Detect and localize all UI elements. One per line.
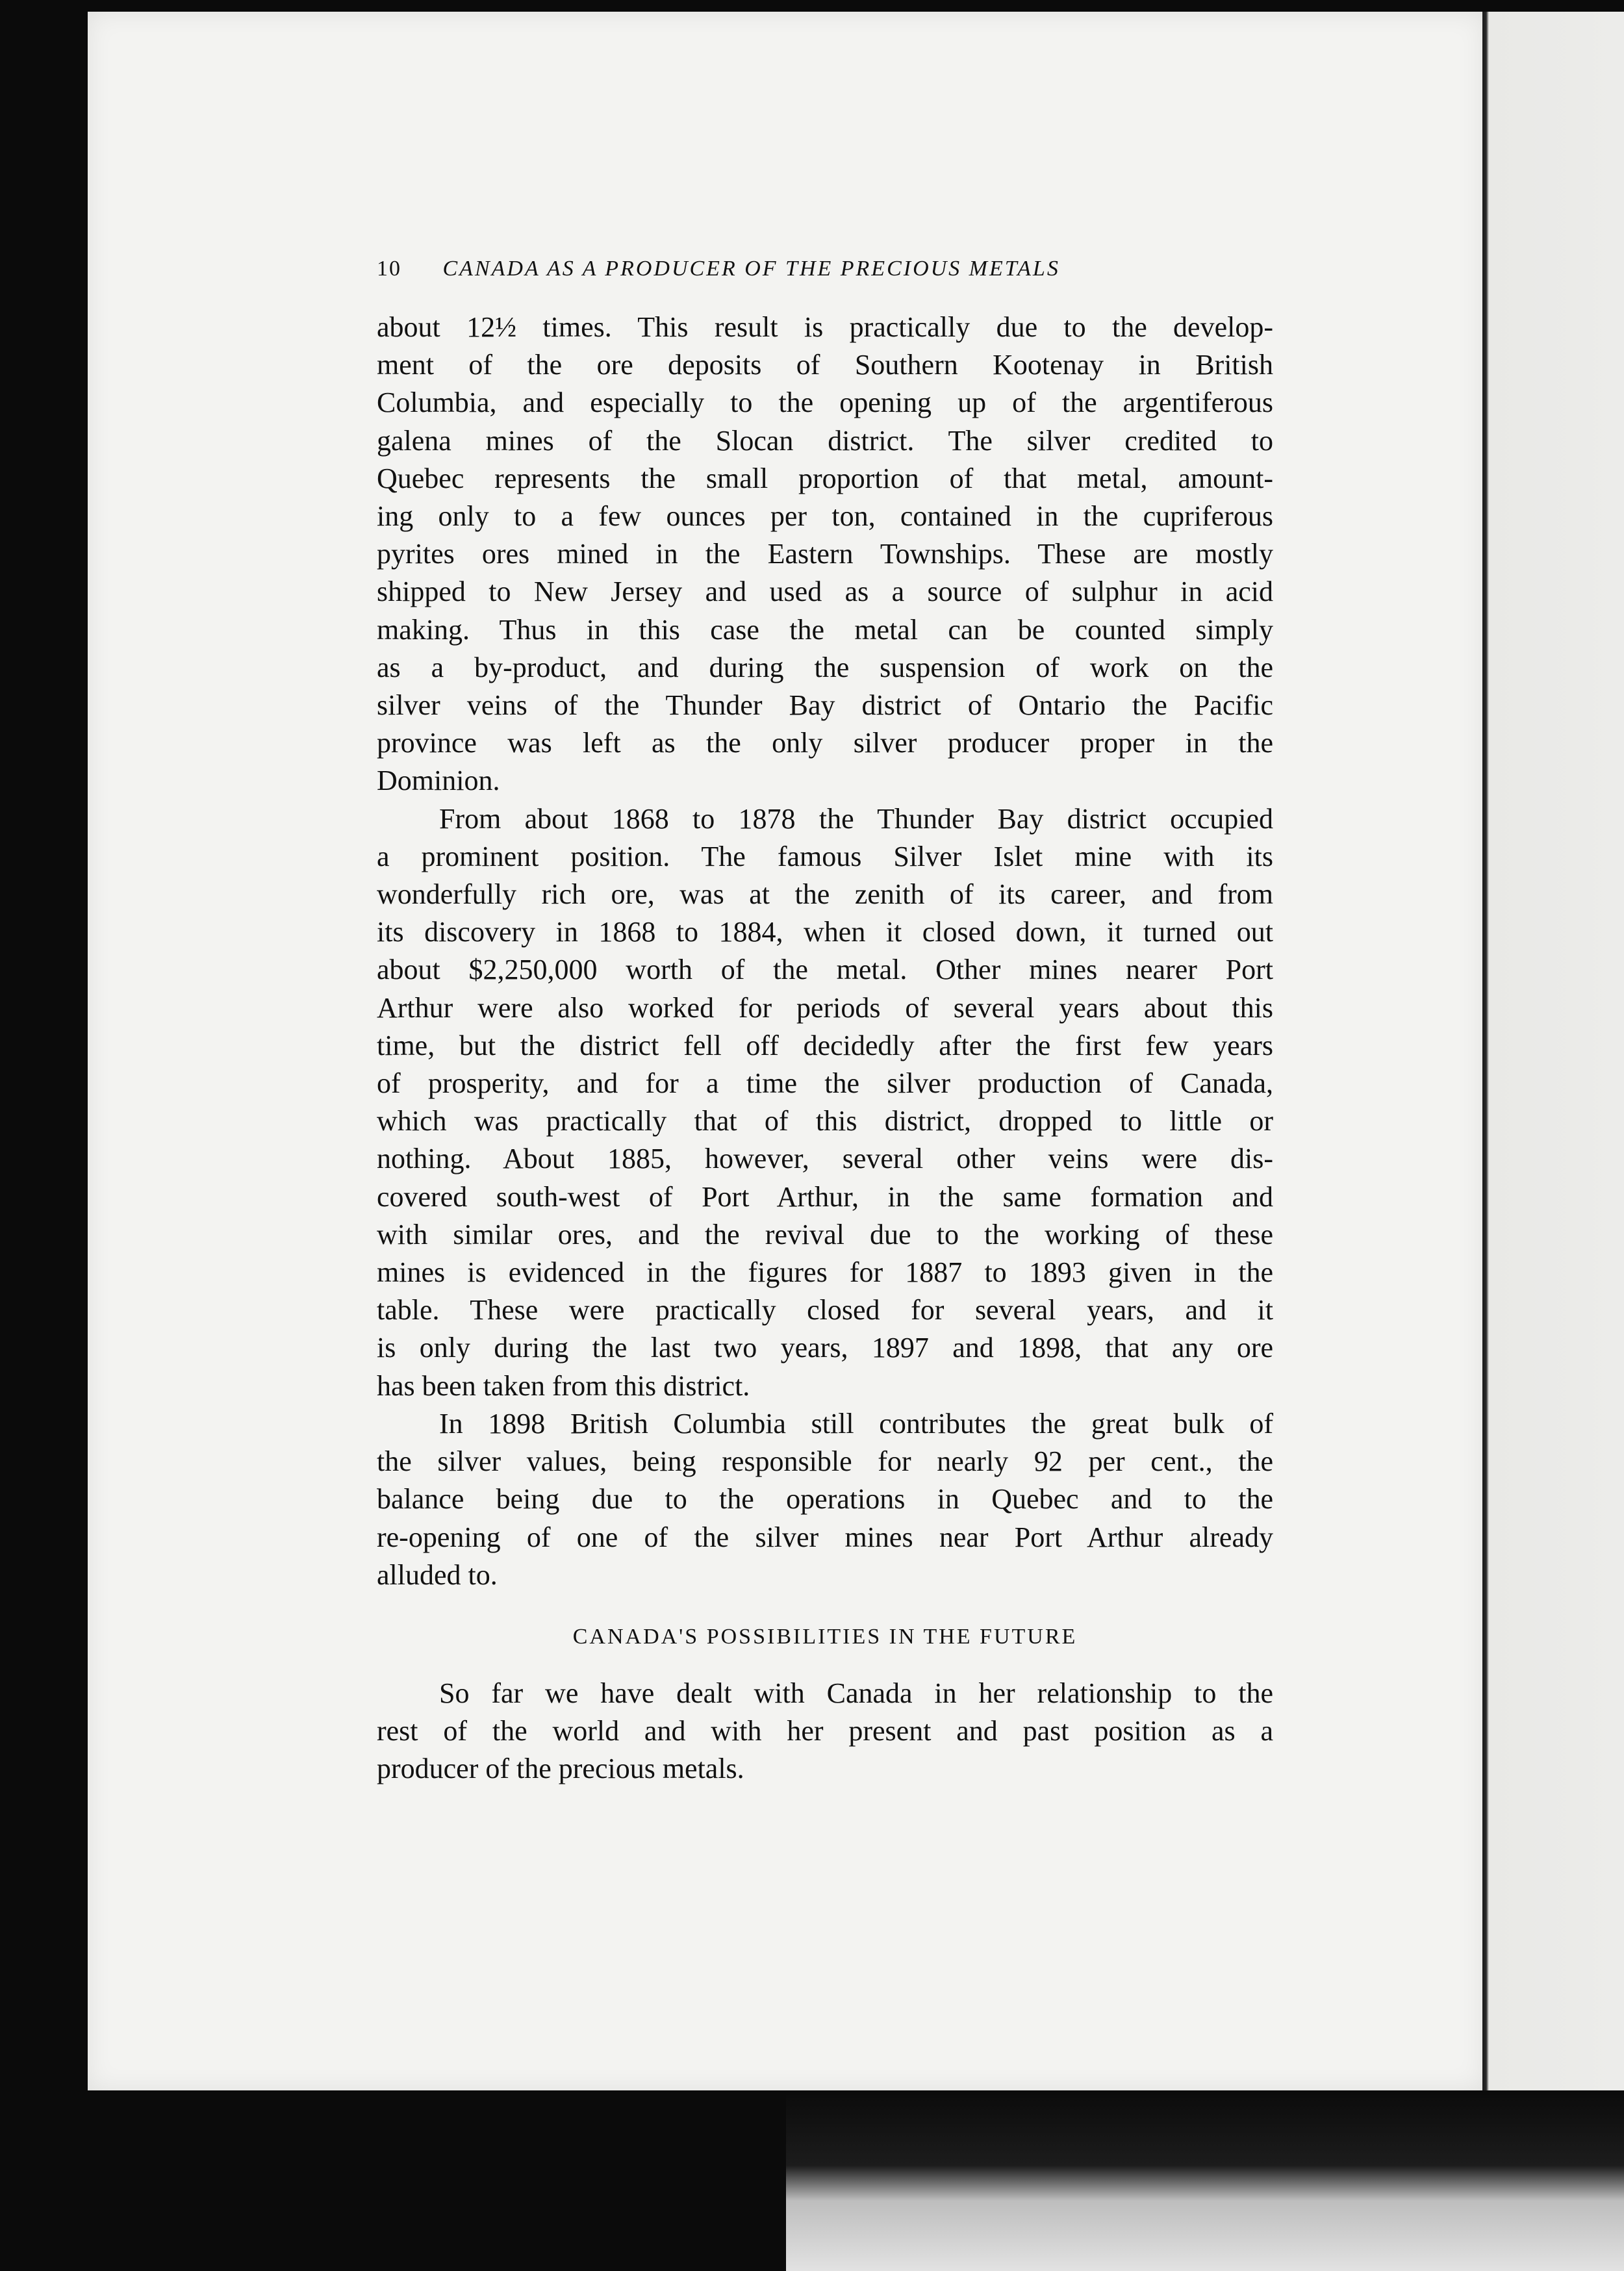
text-line: ment of the ore deposits of Southern Kootenay in British	[377, 349, 1273, 381]
paragraph-3	[377, 1405, 1273, 1594]
text-line: the silver values, being responsible for nearly 92 per cent., the	[377, 1445, 1273, 1478]
scan-border	[786, 2095, 1624, 2271]
text-line: producer of the precious metals.	[377, 1753, 744, 1785]
text-line: province was left as the only silver producer proper in the	[377, 727, 1273, 759]
text-line: is only during the last two years, 1897 and 1898, that any ore	[377, 1332, 1273, 1364]
text-line: shipped to New Jersey and used as a source of sulphur in acid	[377, 576, 1273, 608]
running-head	[377, 257, 1286, 281]
text-line: about $2,250,000 worth of the metal. Other mines nearer Port	[377, 954, 1273, 986]
text-line: rest of the world and with her present and past position as a	[377, 1715, 1273, 1747]
text-line: re-opening of one of the silver mines near Port Arthur already	[377, 1521, 1273, 1553]
text-line: mines is evidenced in the figures for 1887 to 1893 given in the	[377, 1256, 1273, 1289]
text-line: a prominent position. The famous Silver Islet mine with its	[377, 840, 1273, 872]
text-line: of prosperity, and for a time the silver production of Canada,	[377, 1067, 1273, 1100]
section-heading: CANADA'S POSSIBILITIES IN THE FUTURE	[572, 1624, 1078, 1649]
text-line: making. Thus in this case the metal can be counted simply	[377, 613, 1273, 646]
text-line: galena mines of the Slocan district. The silver credited to	[377, 424, 1273, 457]
text-line: pyrites ores mined in the Eastern Townships. These are mostly	[377, 538, 1273, 570]
text-line: has been taken from this district.	[377, 1369, 750, 1402]
text-line: silver veins of the Thunder Bay district of Ontario the Pacific	[377, 689, 1273, 722]
page-number: 10	[377, 257, 401, 281]
text-line: Dominion.	[377, 765, 500, 797]
text-line: about 12½ times. This result is practically due to the develop-	[377, 311, 1273, 343]
text-line: wonderfully rich ore, was at the zenith of its career, and from	[377, 878, 1273, 911]
text-line: In 1898 British Columbia still contributes the great bulk of	[439, 1407, 1273, 1440]
facing-page-edge	[1482, 12, 1624, 2090]
text-line: balance being due to the operations in Quebec and to the	[377, 1483, 1273, 1516]
text-line: From about 1868 to 1878 the Thunder Bay district occupied	[439, 802, 1273, 835]
closing-paragraph	[377, 1675, 1273, 1788]
text-line: So far we have dealt with Canada in her relationship to the	[439, 1677, 1273, 1709]
text-line: alluded to.	[377, 1558, 498, 1591]
text-line: Columbia, and especially to the opening up of the argentiferous	[377, 387, 1273, 419]
page-body	[377, 309, 1273, 1788]
text-line: ing only to a few ounces per ton, contained in the cupriferous	[377, 500, 1273, 533]
paragraph-1	[377, 309, 1273, 800]
running-title: CANADA AS A PRODUCER OF THE PRECIOUS METALS	[442, 257, 1060, 281]
paragraph-2	[377, 800, 1273, 1405]
text-line: time, but the district fell off decidedly after the first few years	[377, 1029, 1273, 1061]
text-line: Arthur were also worked for periods of several years about this	[377, 991, 1273, 1024]
text-line: with similar ores, and the revival due to the working of these	[377, 1218, 1273, 1250]
text-line: table. These were practically closed for several years, and it	[377, 1294, 1273, 1326]
text-line: Quebec represents the small proportion of that metal, amount-	[377, 462, 1273, 494]
text-line: covered south-west of Port Arthur, in the same formation and	[377, 1180, 1273, 1213]
text-line: which was practically that of this district, dropped to little or	[377, 1105, 1273, 1137]
text-line: nothing. About 1885, however, several other veins were dis-	[377, 1143, 1273, 1175]
text-line: as a by-product, and during the suspension of work on the	[377, 651, 1273, 683]
text-line: its discovery in 1868 to 1884, when it closed down, it turned out	[377, 916, 1273, 948]
